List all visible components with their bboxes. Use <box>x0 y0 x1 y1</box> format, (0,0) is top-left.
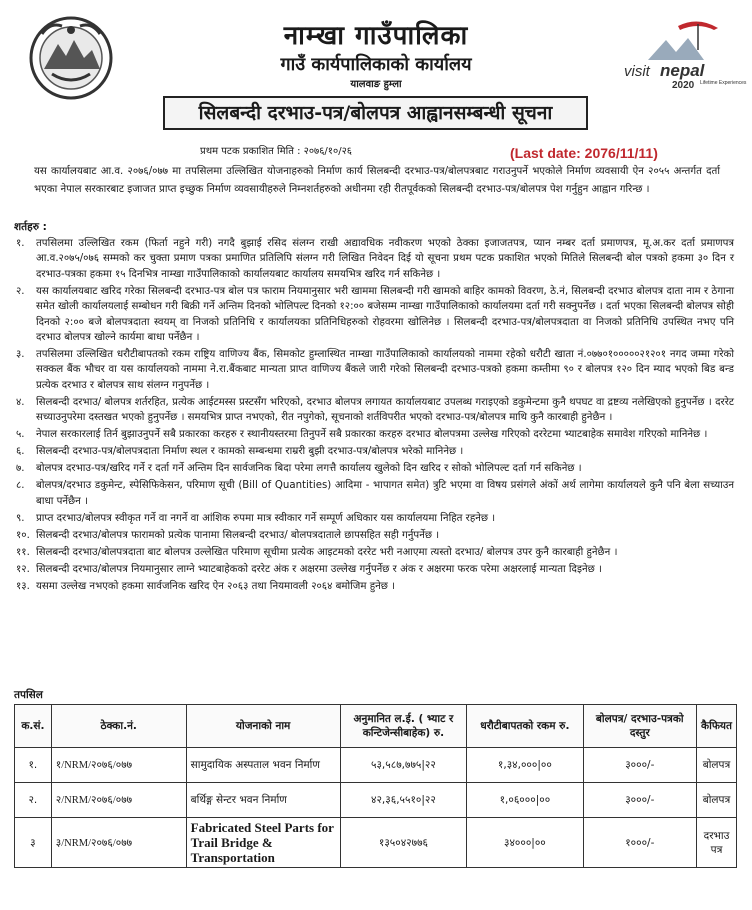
published-date: प्रथम पटक प्रकाशित मिति : २०७६/१०/२६ <box>200 146 352 157</box>
condition-text: बोलपत्र दरभाउ-पत्र/खरिद गर्ने र दर्ता गर्ने अन्तिम दिन सार्वजनिक बिदा परेमा लगत्तै कार्यालय खुलेको दिन खरिद र सोको भोलिपल्ट दर्ता गर्न सकिनेछ । <box>36 463 582 475</box>
intro-paragraph: यस कार्यालयबाट आ.व. २०७६/०७७ मा तपसिलमा उल्लिखित योजनाहरुको निर्माण कार्य सिलबन्दी दरभाउ-पत्र/बोलपत्रबाट गराउनुपर्ने भएकोले निर्माण व्यवसायी ऐन २०५५ अन्तर्गत दर्ता भएका नेपाल सरकारबाट इजाजत प्राप्त इच्छुक निर्माण व्यवसायीहरुले निम्नशर्तहरुको अधीनमा रही रीतपूर्वकको सिलबन्दी दरभाउ-पत्र/बोलपत्र पेश गर्नुहुन आह्वान गरिन्छ । <box>34 166 720 195</box>
cell-serial: ३ <box>15 818 52 868</box>
table-row <box>15 748 737 783</box>
last-date: (Last date: 2076/11/11) <box>510 145 658 161</box>
table-header-row <box>15 705 737 748</box>
logo-visit-text: visit <box>624 63 650 80</box>
col-contract-no: ठेक्का.नं. <box>51 705 186 748</box>
condition-text: तपसिलमा उल्लिखित रकम (फिर्ता नहुने गरी) नगदै बुझाई रसिद संलग्न राखी अद्यावधिक नवीकरण भएको ठेक्का इजाजतपत्र, प्यान नम्बर दर्ता प्रमाणपत्र, मू.अ.कर दर्ता प्रमाणपत्र आ.व.२०७५/०७६ सम्मको कर चुक्ता प्रमाण पत्रका प्रमाणित प्रतिलिपि संलग्न गरी लिखित निवेदन दिई यो सूचना प्रथम पटक प्रकाशित भएको मितिले सिलबन्दी बोल पत्रको हकमा ३० दिन र दरभाउ-पत्रका हकमा १५ दिनभित्र नाम्खा गाउँपालिकाको कार्यालयबाट कार्यालय समयभित्र खरिद गर्न सकिनेछ । <box>36 238 734 280</box>
col-serial: क.सं. <box>15 705 52 748</box>
condition-item <box>14 579 734 594</box>
condition-number: १३. <box>16 580 30 592</box>
condition-number: १. <box>16 238 25 249</box>
condition-number: ७. <box>16 463 25 475</box>
cell-remarks: बोलपत्र <box>697 748 737 783</box>
cell-contract-no: २/NRM/२०७६/०७७ <box>51 783 186 818</box>
cell-serial: २. <box>15 783 52 818</box>
cell-contract-no: ३/NRM/२०७६/०७७ <box>51 818 186 868</box>
cell-estimate: ४२,३६,५५१०|२२ <box>340 783 467 818</box>
condition-number: ११. <box>16 546 30 558</box>
condition-text: नेपाल सरकारलाई तिर्न बुझाउनुपर्ने सबै प्रकारका करहरु र स्थानीयस्तरमा तिनुपर्ने सबै प्रकारका करहरु दरभाउ बोलपत्रमा उल्लेख गरिएको दररेटमा भ्याटबाहेक समावेश गरिएको मानिनेछ । <box>36 429 708 441</box>
condition-item <box>14 347 734 393</box>
cell-remarks: बोलपत्र <box>697 783 737 818</box>
condition-item <box>14 284 734 346</box>
cell-project-name: बर्थिङ्ग सेन्टर भवन निर्माण <box>186 783 340 818</box>
cell-estimate: ५३,५८७,७७५|२२ <box>340 748 467 783</box>
condition-number: २. <box>16 285 25 297</box>
conditions-heading: शर्तहरु : <box>14 221 47 233</box>
logo-year-text: 2020 <box>672 80 695 91</box>
org-name: नाम्खा गाउँपालिका <box>283 21 469 51</box>
condition-text: तपसिलमा उल्लिखित धरौटीबापतको रकम राष्ट्रिय वाणिज्य बैंक, सिमकोट हुम्लास्थित नाम्खा गाउँपालिकाको कार्यालयको नाममा रहेको धरौटी खाता नं.०७७०१०००००२१२०१ नगद जम्मा गरेको सक्कल बैंक भौचर वा यस कार्यालयको नाममा ने.रा.बैंकबाट मान्यता प्राप्त वाणिज्य बैंकले जारी गरेको सिलबन्दी दरभाउ-पत्रको हकमा कम्तीमा ९० र बोलपत्र १२० दिन म्याद भएको बिड बन्ड प्रत्येक दरभाउ र बोलपत्र साथ संलग्न गनुपर्नेछ । <box>36 349 734 391</box>
condition-item <box>14 444 734 459</box>
condition-number: ६. <box>16 446 25 458</box>
col-fee: बोलपत्र/ दरभाउ-पत्रको दस्तुर <box>583 705 696 748</box>
cell-project-name: सामुदायिक अस्पताल भवन निर्माण <box>186 748 340 783</box>
office-name: गाउँ कार्यपालिकाको कार्यालय <box>280 54 472 75</box>
cell-deposit: १,०६०००|०० <box>467 783 583 818</box>
col-remarks: कैफियत <box>697 705 737 748</box>
visit-nepal-logo <box>618 16 747 98</box>
condition-text: सिलबन्दी दरभाउ-पत्र/बोलपत्रदाता निर्माण स्थल र कामको सम्बन्धमा राम्ररी बुझी दरभाउ-पत्र/बोलपत्र भरेको मानिनेछ । <box>36 446 464 458</box>
cell-fee: १०००/- <box>583 818 696 868</box>
cell-deposit: ३४०००|०० <box>467 818 583 868</box>
schedule-heading: तपसिल <box>14 689 43 701</box>
condition-number: ८. <box>16 480 25 492</box>
cell-serial: १. <box>15 748 52 783</box>
header <box>0 0 752 105</box>
logo-nepal-text: nepal <box>660 61 705 80</box>
conditions-list <box>14 236 734 596</box>
cell-contract-no: १/NRM/२०७६/०७७ <box>51 748 186 783</box>
cell-remarks: दरभाउ पत्र <box>697 818 737 868</box>
condition-text: सिलबन्दी दरभाउ/बोलपत्र नियमानुसार लाग्ने भ्याटबाहेकको दररेट अंक र अक्षरमा उल्लेख गर्नुपर्नेछ र अंक र अक्षरमा फरक परेमा अक्षरलाई मान्यता दिइनेछ । <box>36 563 602 575</box>
condition-text: सिलबन्दी दरभाउ/ बोलपत्र शर्तरहित, प्रत्येक आईटमस्स प्रस्टसँग भरिएको, दरभाउ बोलपत्र लगायत कार्यालयबाट उपलब्ध गराइएको डकुमेन्टमा कुनै थपघट वा द्रष्टव्य नलेखिएको हुनुपर्नेछ । दररेट सच्याउनुपरेमा दस्तखत भएको हुनुपर्नेछ । समयभित्र प्राप्त नभएको, रीत नपुगेको, सूचनाको शर्तविपरीत भएको दरभाउ-पत्र/बोलपत्र माथि कुनै कारबाही हुनेछैन । <box>36 396 734 424</box>
cell-fee: ३०००/- <box>583 783 696 818</box>
cell-fee: ३०००/- <box>583 748 696 783</box>
col-deposit: धरौटीबापतको रकम रु. <box>467 705 583 748</box>
condition-item <box>14 461 734 476</box>
condition-text: बोलपत्र/दरभाउ डकुमेन्ट, स्पेसिफिकेसन, परिमाण सूची (Bill of Quantities) आदिमा - भापागत समेत) त्रुटि भएमा वा विषय प्रसंगले अंकों अर्थ लागेमा कार्यालयले कुनै पनि बेला सच्याउन बाधा पर्नेछैन । <box>36 480 734 507</box>
condition-item <box>14 478 734 509</box>
cell-project-name: Fabricated Steel Parts for Trail Bridge & Transportation <box>186 818 340 868</box>
condition-item <box>14 395 734 426</box>
cell-estimate: १३५०४२७७६ <box>340 818 467 868</box>
table-row <box>15 783 737 818</box>
condition-item <box>14 562 734 577</box>
condition-item <box>14 511 734 526</box>
condition-item <box>14 236 734 282</box>
condition-text: प्राप्त दरभाउ/बोलपत्र स्वीकृत गर्ने वा नगर्ने वा आंशिक रुपमा मात्र स्वीकार गर्ने सम्पूर्ण अधिकार यस कार्यालयमा निहित रहनेछ । <box>36 512 496 524</box>
condition-text: सिलबन्दी दरभाउ/बोलपत्रदाता बाट बोलपत्र उल्लेखित परिमाण सूचीमा प्रत्येक आइटमको दररेट भरी नआएमा त्यस्तो दरभाउ/ बोलपत्र उपर कुनै कारबाही हुनेछैन । <box>36 546 618 558</box>
condition-item <box>14 427 734 442</box>
table-row <box>15 818 737 868</box>
condition-text: सिलबन्दी दरभाउ/बोलपत्र फारामको प्रत्येक पानामा सिलबन्दी दरभाउ/ बोलपत्रदाताले छापसहित सही गर्नुपर्नेछ । <box>36 529 440 541</box>
col-project-name: योजनाको नाम <box>186 705 340 748</box>
condition-text: यसमा उल्लेख नभएको हकमा सार्वजनिक खरिद ऐन २०६३ तथा नियमावली २०६४ बमोजिम हुनेछ । <box>36 580 395 592</box>
cell-deposit: १,३४,०००|०० <box>467 748 583 783</box>
logo-tagline-text: Lifetime Experiences <box>700 80 747 86</box>
condition-number: १०. <box>16 529 30 541</box>
condition-item <box>14 545 734 560</box>
location: यालवाङ हुम्ला <box>350 79 402 90</box>
tender-table <box>14 704 737 868</box>
notice-title: सिलबन्दी दरभाउ-पत्र/बोलपत्र आह्वानसम्बन्धी सूचना <box>163 96 588 130</box>
condition-number: ४. <box>16 396 25 408</box>
condition-number: १२. <box>16 563 30 575</box>
col-estimate: अनुमानित ल.ई. ( भ्याट र कन्टिजेन्सीबाहेक) रु. <box>340 705 467 748</box>
condition-item <box>14 528 734 543</box>
condition-number: ९. <box>16 512 25 524</box>
condition-number: ३. <box>16 349 25 361</box>
condition-text: यस कार्यालयबाट खरिद गरेका सिलबन्दी दरभाउ-पत्र बोल पत्र फाराम नियमानुसार भरी खाममा सिलबन्दी गरी खामको बाहिर कामको विवरण, ठे.नं, सिलबन्दी दरभाउ बोलपत्र दाता नाम र ठेगाना समेत खोली कार्यालयलाई सम्बोधन गरी बिक्री गर्ने अन्तिम दिनको भोलिपल्ट दिनको १२:०० बजेसम्म नाम्खा गाउँपालिकाको कार्यालयमा दर्ता गरी सक्नुपर्नेछ । दर्ता भएका सिलबन्दी बोलपत्र सोही दिनको २:०० बजे बोलपत्रदाता स्वयम् वा निजको प्रतिनिधि र कार्यालयका प्रतिनिधिहरुको रोहवरमा खोलिनेछ । सिलबन्दी दरभाउ-पत्र/बोलपत्रदाता वा निजको प्रतिनिधि उपस्थित नभए पनि दरभाउ बोलपत्र खोल्ने कार्यमा बाधा पर्नेछैन । <box>36 285 734 344</box>
condition-number: ५. <box>16 429 25 441</box>
